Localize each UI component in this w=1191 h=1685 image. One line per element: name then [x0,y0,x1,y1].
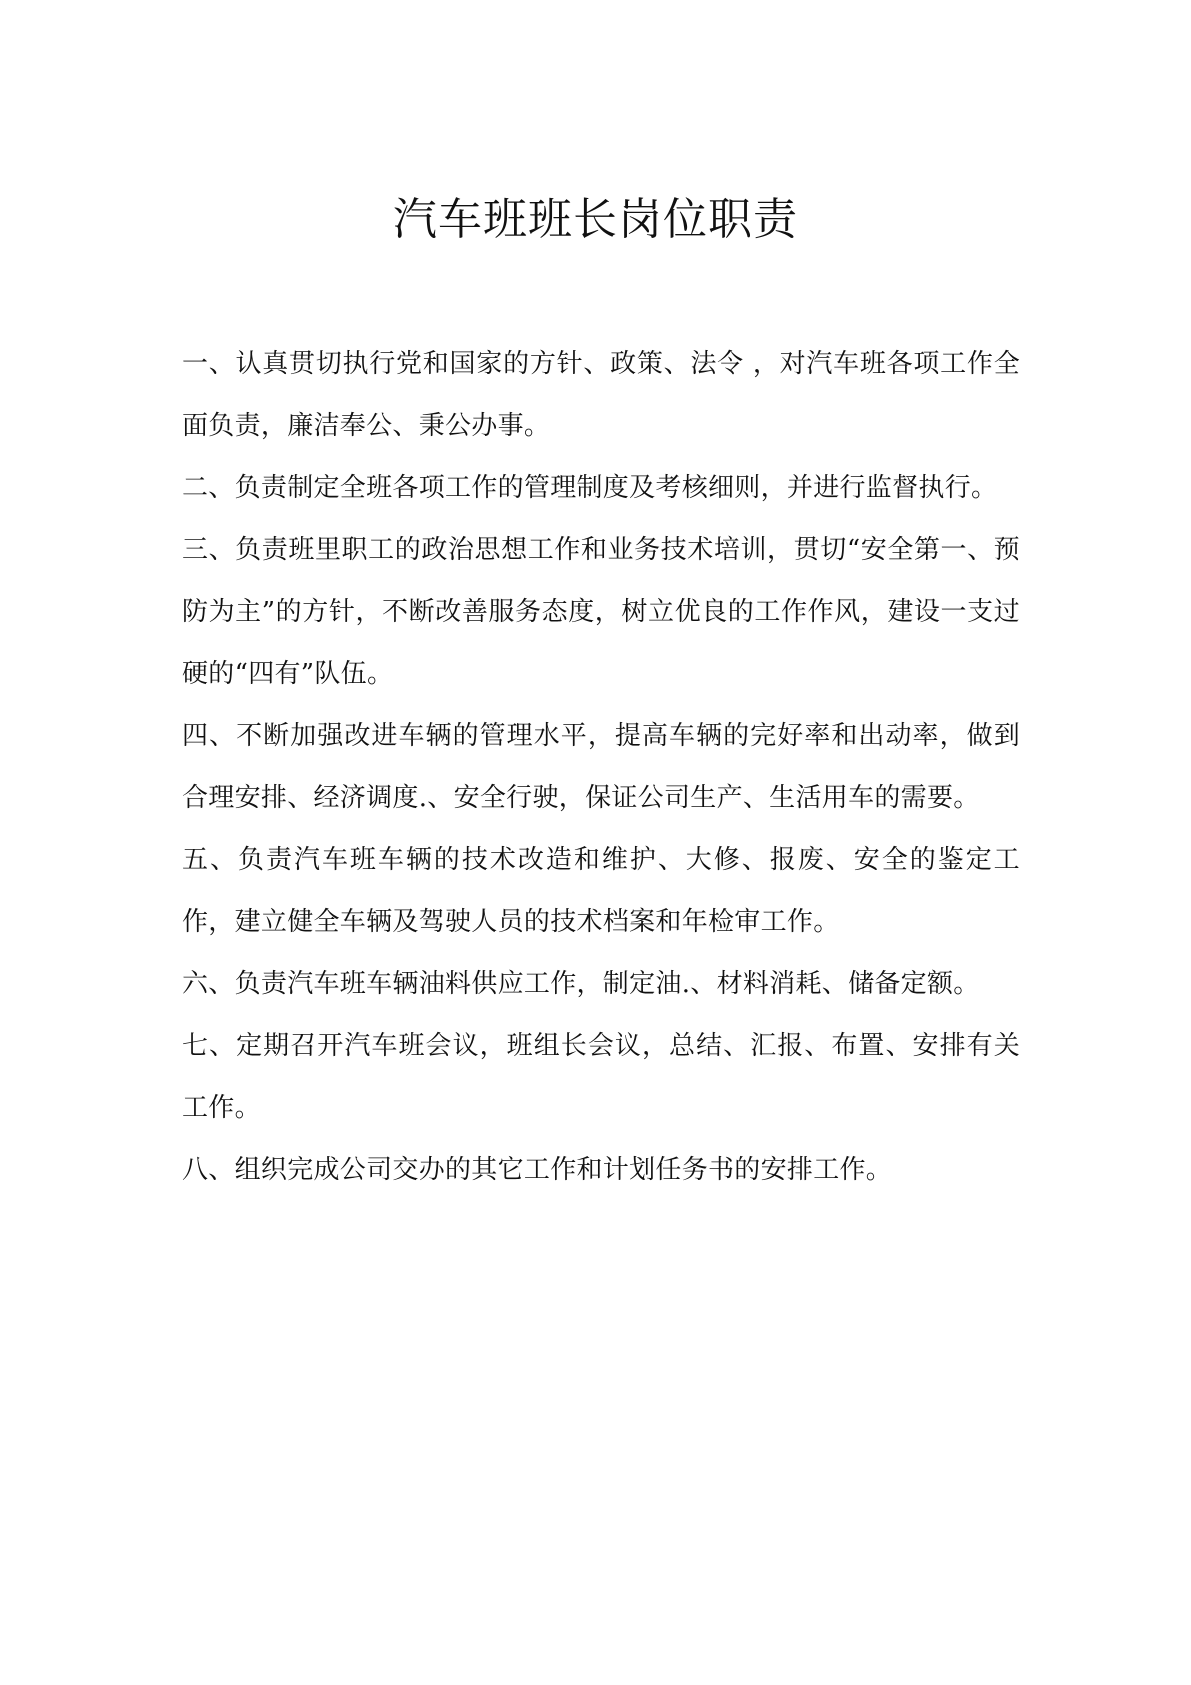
duty-item-4: 四、不断加强改进车辆的管理水平，提高车辆的完好率和出动率，做到合理安排、经济调度.、安全行驶，保证公司生产、生活用车的需要。 [182,721,1020,813]
duty-item-5: 五、负责汽车班车辆的技术改造和维护、大修、报废、安全的鉴定工作，建立健全车辆及驾驶人员的技术档案和年检审工作。 [182,845,1020,937]
document-title: 汽车班班长岗位职责 [393,194,798,245]
duty-item-8: 八、组织完成公司交办的其它工作和计划任务书的安排工作。 [182,1155,893,1185]
document-body [182,333,1020,1201]
duty-item-3: 三、负责班里职工的政治思想工作和业务技术培训，贯切“安全第一、预防为主”的方针，不断改善服务态度，树立优良的工作作风，建设一支过硬的“四有”队伍。 [182,535,1020,689]
duty-item-6: 六、负责汽车班车辆油料供应工作，制定油.、材料消耗、储备定额。 [182,969,980,999]
duty-item-1: 一、认真贯切执行党和国家的方针、政策、法令 ，对汽车班各项工作全面负责，廉洁奉公、秉公办事。 [182,349,1020,441]
duty-item-2: 二、负责制定全班各项工作的管理制度及考核细则，并进行监督执行。 [182,473,998,503]
duty-item-7: 七、定期召开汽车班会议，班组长会议，总结、汇报、布置、安排有关工作。 [182,1031,1020,1123]
